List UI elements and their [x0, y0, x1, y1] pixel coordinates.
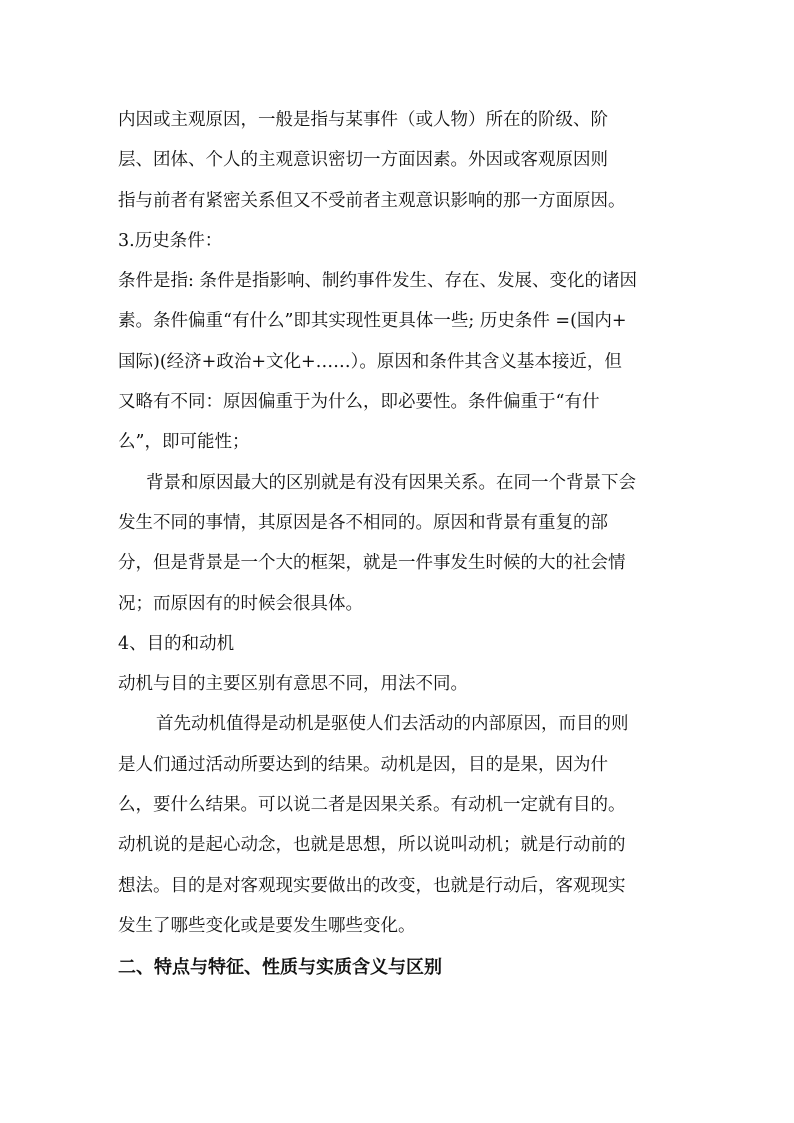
text-line: 素。条件偏重“有什么”即其实现性更具体一些; 历史条件 =(国内+ [118, 311, 627, 332]
text-line: 想法。目的是对客观现实要做出的改变，也就是行动后，客观现实 [118, 875, 626, 896]
text-line: 动机与目的主要区别有意思不同，用法不同。 [118, 674, 468, 695]
text-line: 又略有不同：原因偏重于为什么，即必要性。条件偏重于“有什 [118, 392, 600, 413]
text-line: 动机说的是起心动念，也就是思想，所以说叫动机；就是行动前的 [118, 835, 626, 856]
text-line: 内因或主观原因，一般是指与某事件（或人物）所在的阶级、阶 [118, 110, 608, 130]
text-line: 分，但是背景是一个大的框架，就是一件事发生时候的大的社会情 [118, 553, 626, 574]
text-line: 么，要什么结果。可以说二者是因果关系。有动机一定就有目的。 [118, 795, 626, 816]
text-line: 条件是指: 条件是指影响、制约事件发生、存在、发展、变化的诸因 [118, 271, 637, 292]
section-heading-features: 二、特点与特征、性质与实质含义与区别 [118, 957, 442, 979]
section-heading-purpose-motive: 4、目的和动机 [118, 633, 235, 654]
document-body [118, 100, 688, 988]
section-heading-historical-conditions: 3.历史条件： [118, 230, 223, 251]
text-line: 么”，即可能性； [118, 432, 250, 453]
text-line: 国际)(经济+政治+文化+……）。原因和条件其含义基本接近，但 [118, 351, 622, 372]
text-line: 层、团体、个人的主观意识密切一方面因素。外因或客观原因则 [118, 150, 608, 171]
text-line: 发生了哪些变化或是要发生哪些变化。 [118, 915, 416, 936]
text-line: 背景和原因最大的区别就是有没有因果关系。在同一个背景下会 [146, 472, 636, 493]
text-line: 发生不同的事情，其原因是各不相同的。原因和背景有重复的部 [118, 512, 608, 533]
text-line: 况；而原因有的时候会很具体。 [118, 593, 363, 614]
text-line: 指与前者有紧密关系但又不受前者主观意识影响的那一方面原因。 [118, 190, 626, 211]
text-line: 是人们通过活动所要达到的结果。动机是因，目的是果，因为什 [118, 754, 608, 775]
text-line: 首先动机值得是动机是驱使人们去活动的内部原因，而目的则 [156, 714, 629, 735]
